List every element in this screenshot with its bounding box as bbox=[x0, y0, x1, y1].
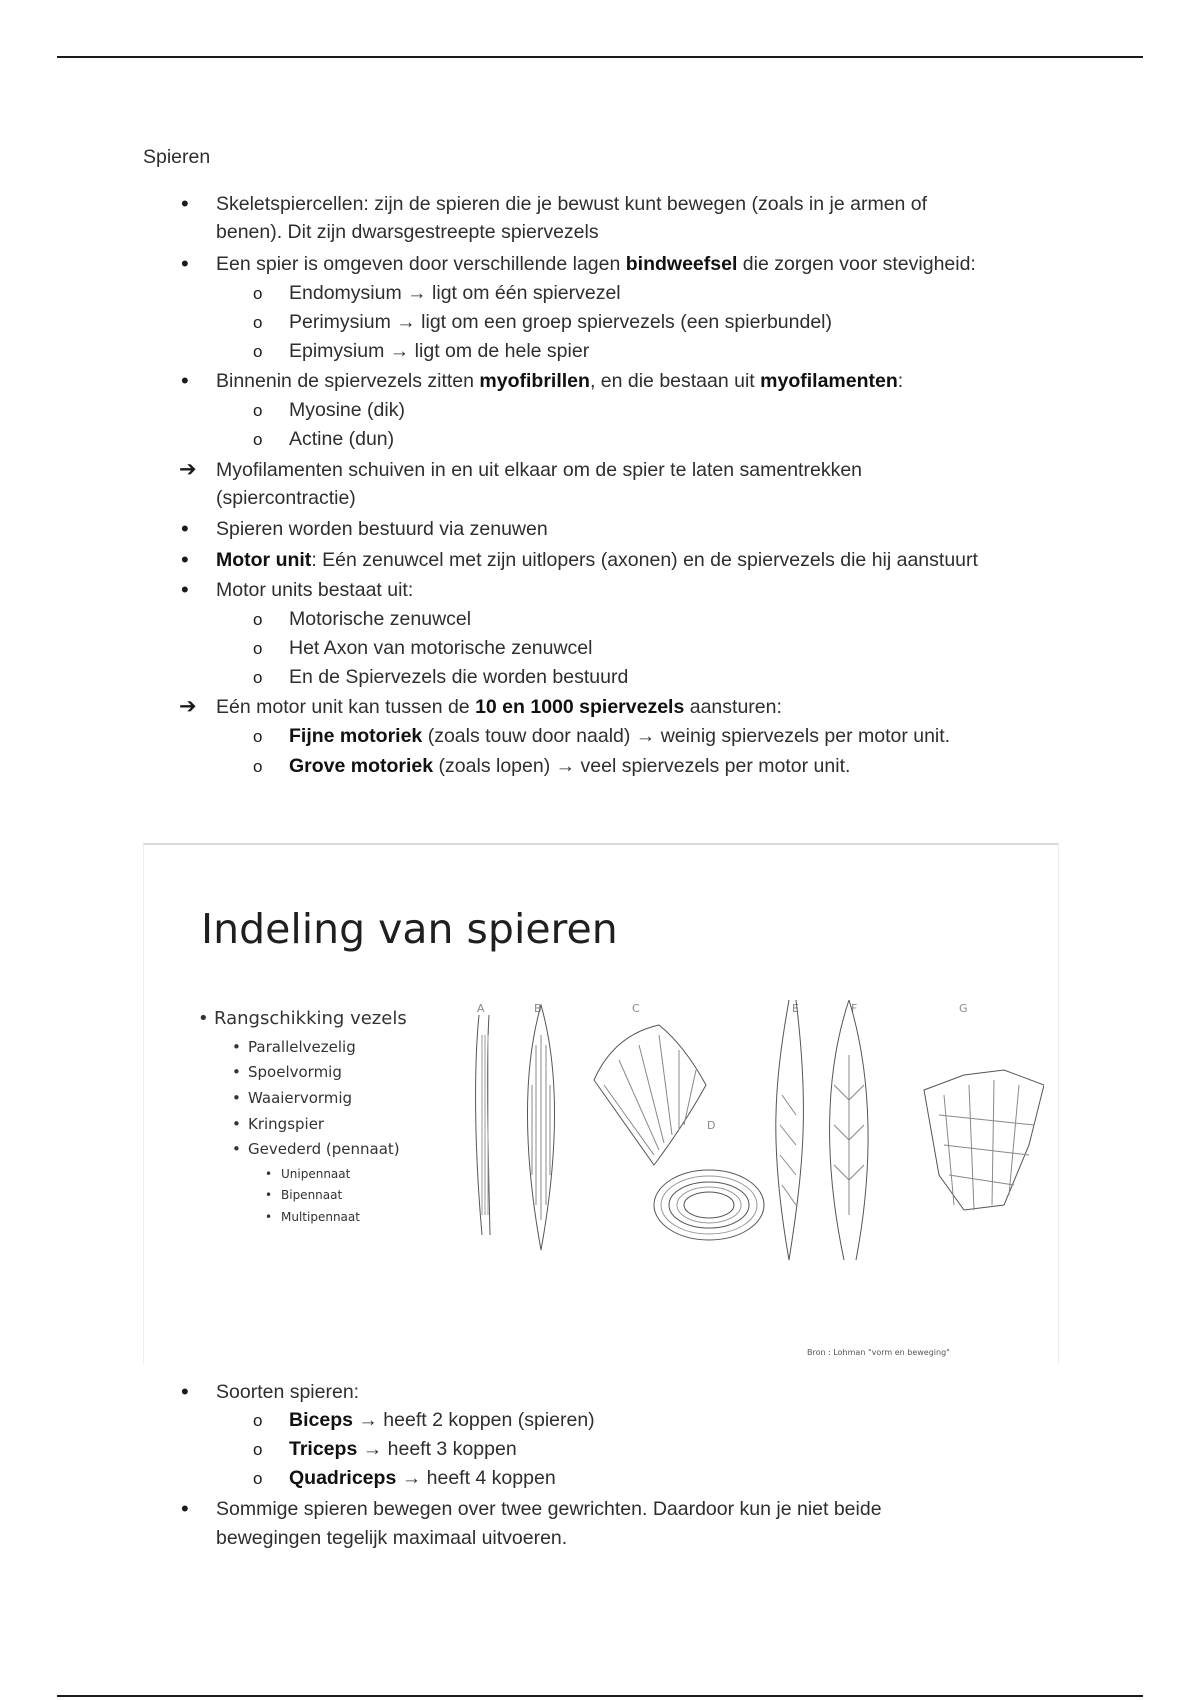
arrow-icon: ➔ bbox=[179, 458, 197, 481]
bullet-marker: • bbox=[181, 1496, 189, 1521]
figure-label-c: C bbox=[632, 1002, 640, 1015]
sub-bullet-marker: o bbox=[253, 1469, 263, 1488]
sub-bullet-marker: o bbox=[253, 430, 263, 449]
figure-label-f: F bbox=[851, 1002, 858, 1015]
slide-sub-sub-bullet: • Multipennaat bbox=[265, 1210, 360, 1224]
list-item: Motor unit: Eén zenuwcel met zijn uitlopers (axonen) en de spiervezels die hij aanstuurt bbox=[216, 549, 978, 571]
slide-sub-bullet: • Gevederd (pennaat) bbox=[232, 1140, 400, 1158]
bullet-marker: • bbox=[181, 368, 189, 393]
figure-label-e: E bbox=[792, 1002, 799, 1015]
sub-list-item: Triceps → heeft 3 koppen bbox=[289, 1438, 517, 1460]
list-item: Eén motor unit kan tussen de 10 en 1000 spiervezels aansturen: bbox=[216, 696, 782, 718]
sub-bullet-marker: o bbox=[253, 757, 263, 776]
sub-bullet-marker: o bbox=[253, 342, 263, 361]
list-item: Sommige spieren bewegen over twee gewrichten. Daardoor kun je niet beide bbox=[216, 1498, 882, 1520]
sub-bullet-marker: o bbox=[253, 1411, 263, 1430]
sub-bullet-marker: o bbox=[253, 313, 263, 332]
slide-sub-bullet: • Parallelvezelig bbox=[232, 1038, 356, 1056]
bullet-marker: • bbox=[181, 516, 189, 541]
sub-bullet-marker: o bbox=[253, 668, 263, 687]
figure-label-a: A bbox=[477, 1002, 485, 1015]
sub-list-item: Epimysium → ligt om de hele spier bbox=[289, 340, 590, 362]
sub-list-item: Biceps → heeft 2 koppen (spieren) bbox=[289, 1409, 595, 1431]
sub-list-item: Fijne motoriek (zoals touw door naald) → weinig spiervezels per motor unit. bbox=[289, 725, 951, 747]
bipennate-muscle-drawing bbox=[830, 1000, 868, 1260]
bullet-marker: • bbox=[181, 577, 189, 602]
figure-label-d: D bbox=[707, 1119, 716, 1132]
sub-bullet-marker: o bbox=[253, 284, 263, 303]
bullet-marker: • bbox=[181, 547, 189, 572]
list-item: Skeletspiercellen: zijn de spieren die je bewust kunt bewegen (zoals in je armen of bbox=[216, 193, 928, 215]
image-source-caption: Bron : Lohman "vorm en beweging" bbox=[807, 1348, 950, 1357]
sub-list-item: Endomysium → ligt om één spiervezel bbox=[289, 282, 621, 304]
bullet-marker: • bbox=[181, 251, 189, 276]
figure-label-b: B bbox=[534, 1002, 542, 1015]
list-item-continuation: benen). Dit zijn dwarsgestreepte spiervezels bbox=[216, 221, 599, 243]
figure-label-g: G bbox=[959, 1002, 968, 1015]
slide-sub-sub-bullet: • Bipennaat bbox=[265, 1188, 343, 1202]
fan-muscle-drawing bbox=[594, 1025, 706, 1165]
spindle-muscle-drawing bbox=[527, 1005, 554, 1250]
sub-bullet-marker: o bbox=[253, 727, 263, 746]
sub-bullet-marker: o bbox=[253, 401, 263, 420]
sub-list-item: Grove motoriek (zoals lopen) → veel spiervezels per motor unit. bbox=[289, 755, 851, 777]
slide-sub-bullet: • Waaiervormig bbox=[232, 1089, 353, 1107]
embedded-slide bbox=[143, 843, 1059, 1365]
sub-list-item: En de Spiervezels die worden bestuurd bbox=[289, 666, 629, 688]
sub-list-item: Actine (dun) bbox=[289, 428, 395, 450]
sub-list-item: Motorische zenuwcel bbox=[289, 608, 472, 630]
sub-list-item: Perimysium → ligt om een groep spiervezels (een spierbundel) bbox=[289, 311, 832, 333]
list-item-continuation: bewegingen tegelijk maximaal uitvoeren. bbox=[216, 1527, 568, 1549]
top-rule bbox=[57, 56, 1143, 58]
section-heading: Spieren bbox=[143, 146, 211, 168]
bullet-marker: • bbox=[181, 191, 189, 216]
multipennate-muscle-drawing bbox=[924, 1070, 1044, 1210]
arrow-icon: ➔ bbox=[179, 695, 197, 718]
list-item: Myofilamenten schuiven in en uit elkaar om de spier te laten samentrekken bbox=[216, 459, 863, 481]
bullet-marker: • bbox=[181, 1379, 189, 1404]
list-item: Binnenin de spiervezels zitten myofibrillen, en die bestaan uit myofilamenten: bbox=[216, 370, 904, 392]
sub-list-item: Quadriceps → heeft 4 koppen bbox=[289, 1467, 556, 1489]
parallel-muscle-drawing bbox=[476, 1015, 490, 1235]
list-item-continuation: (spiercontractie) bbox=[216, 487, 356, 509]
muscle-shapes-illustration bbox=[444, 885, 1044, 1285]
slide-bullet: • Rangschikking vezels bbox=[198, 1008, 407, 1029]
sub-bullet-marker: o bbox=[253, 639, 263, 658]
sub-list-item: Het Axon van motorische zenuwcel bbox=[289, 637, 593, 659]
sub-list-item: Myosine (dik) bbox=[289, 399, 405, 421]
list-item: Soorten spieren: bbox=[216, 1381, 360, 1403]
slide-sub-bullet: • Kringspier bbox=[232, 1115, 325, 1133]
ring-muscle-drawing bbox=[654, 1170, 764, 1240]
list-item: Een spier is omgeven door verschillende lagen bindweefsel die zorgen voor stevigheid: bbox=[216, 253, 976, 275]
sub-bullet-marker: o bbox=[253, 610, 263, 629]
slide-sub-sub-bullet: • Unipennaat bbox=[265, 1167, 351, 1181]
list-item: Spieren worden bestuurd via zenuwen bbox=[216, 518, 548, 540]
unipennate-muscle-drawing bbox=[776, 1000, 804, 1260]
slide-title: Indeling van spieren bbox=[201, 905, 618, 953]
bottom-rule bbox=[57, 1695, 1143, 1697]
slide-sub-bullet: • Spoelvormig bbox=[232, 1063, 342, 1081]
list-item: Motor units bestaat uit: bbox=[216, 579, 414, 601]
sub-bullet-marker: o bbox=[253, 1440, 263, 1459]
